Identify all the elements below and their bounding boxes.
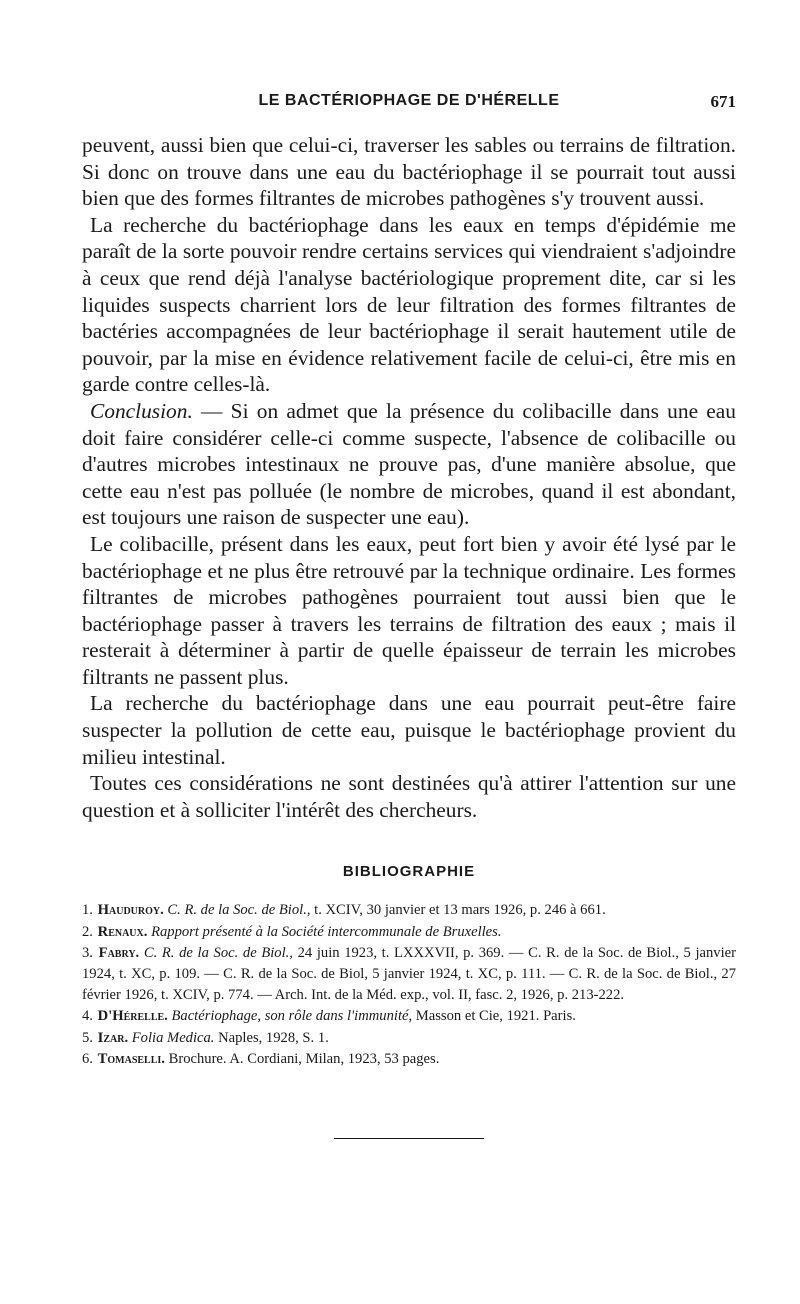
conclusion-text: — Si on admet que la présence du colibacille dans une eau doit faire considérer celle-ci comme suspecte, l'absence de colibacille ou d'autres microbes intestinaux ne prouve pas, d'une manière absolue, que cette eau n'est pas polluée (le nombre de microbes, quand il est abondant, est toujours une raison de suspecter une eau). <box>82 398 736 530</box>
bibliography-entry <box>82 1049 736 1070</box>
end-rule-divider <box>334 1138 484 1139</box>
running-title: LE BACTÉRIOPHAGE DE D'HÉRELLE <box>258 92 560 109</box>
entry-title: Rapport présenté à la Société intercommunale de Bruxelles. <box>151 923 502 940</box>
entry-title: C. R. de la Soc. de Biol. <box>167 902 307 919</box>
bibliography-title: BIBLIOGRAPHIE <box>342 863 476 881</box>
entry-details: Brochure. A. Cordiani, Milan, 1923, 53 pages. <box>164 1050 440 1067</box>
paragraph: La recherche du bactériophage dans une eau pourrait peut-être faire suspecter la pollution de cette eau, puisque le bactériophage provient du milieu intestinal. <box>82 691 736 769</box>
entry-author: Hauduroy. <box>97 902 164 919</box>
bibliography-list <box>82 900 736 1070</box>
paragraph: La recherche du bactériophage dans les eaux en temps d'épidémie me paraît de la sorte pouvoir rendre certains services qui viendraient s'adjoindre à ceux que rend déjà l'analyse bactériologique proprement dite, car si les liquides suspects charrient lors de leur filtration des formes filtrantes de bactéries accompagnées de leur bactériophage il serait hautement utile de pouvoir, par la mise en évidence relativement facile de celui-ci, être mis en garde contre celles-là. <box>82 212 736 397</box>
entry-author: Fabry. <box>98 944 140 961</box>
entry-number: 3. <box>82 944 93 961</box>
entry-details: Naples, 1928, S. 1. <box>214 1029 329 1046</box>
body-text <box>82 132 736 823</box>
page-number: 671 <box>710 92 736 111</box>
page <box>82 88 736 1139</box>
entry-title: Folia Medica. <box>131 1029 215 1046</box>
paragraph: peuvent, aussi bien que celui-ci, traverser les sables ou terrains de filtration. Si donc on trouve dans une eau du bactériophage il se pourrait tout aussi bien que des formes filtrantes de microbes pathogènes s'y trouvent aussi. <box>82 133 736 211</box>
entry-details: , t. XCIV, 30 janvier et 13 mars 1926, p. 246 à 661. <box>306 902 606 919</box>
entry-author: D'Hérelle. <box>97 1008 168 1025</box>
entry-title: Bactériophage, son rôle dans l'immunité <box>171 1008 409 1025</box>
paragraph: Toutes ces considérations ne sont destinées qu'à attirer l'attention sur une question et à solliciter l'intérêt des chercheurs. <box>82 771 736 822</box>
bibliography-entry <box>82 922 736 943</box>
entry-details: , Masson et Cie, 1921. Paris. <box>408 1008 576 1025</box>
entry-author: Renaux. <box>97 923 148 940</box>
paragraph-conclusion <box>82 398 736 531</box>
bibliography-entry <box>82 900 736 921</box>
bibliography-entry <box>82 1028 736 1049</box>
conclusion-heading: Conclusion. <box>90 398 193 423</box>
bibliography-entry <box>82 943 736 1007</box>
entry-number: 6. <box>82 1050 93 1067</box>
entry-number: 1. <box>82 902 93 919</box>
entry-number: 5. <box>82 1029 93 1046</box>
bibliography-entry <box>82 1006 736 1027</box>
entry-number: 4. <box>82 1008 93 1025</box>
entry-details: , 24 juin 1923, t. LXXXVII, p. 369. — C. R. de la Soc. de Biol., 5 janvier 1924, t. XC, p. 109. — C. R. de la Soc. de Biol, 5 janvier 1924, t. XC, p. 111. — C. R. de la Soc. de Biol., 27 février 1926, t. XCIV, p. 774. — Arch. Int. de la Méd. exp., vol. II, fasc. 2, 1926, p. 213-222. <box>82 944 736 1004</box>
paragraph: Le colibacille, présent dans les eaux, peut fort bien y avoir été lysé par le bactériophage et ne plus être retrouvé par la technique ordinaire. Les formes filtrantes de microbes pathogènes pourraient tout aussi bien que le bactériophage passer à travers les terrains de filtration des eaux ; mais il resterait à déterminer à partir de quelle épaisseur de terrain les microbes filtrants ne passent plus. <box>82 531 736 689</box>
entry-author: Tomaselli. <box>97 1050 165 1067</box>
entry-title: C. R. de la Soc. de Biol. <box>143 944 290 961</box>
running-head <box>82 88 736 118</box>
entry-author: Izar. <box>97 1029 129 1046</box>
entry-number: 2. <box>82 923 93 940</box>
